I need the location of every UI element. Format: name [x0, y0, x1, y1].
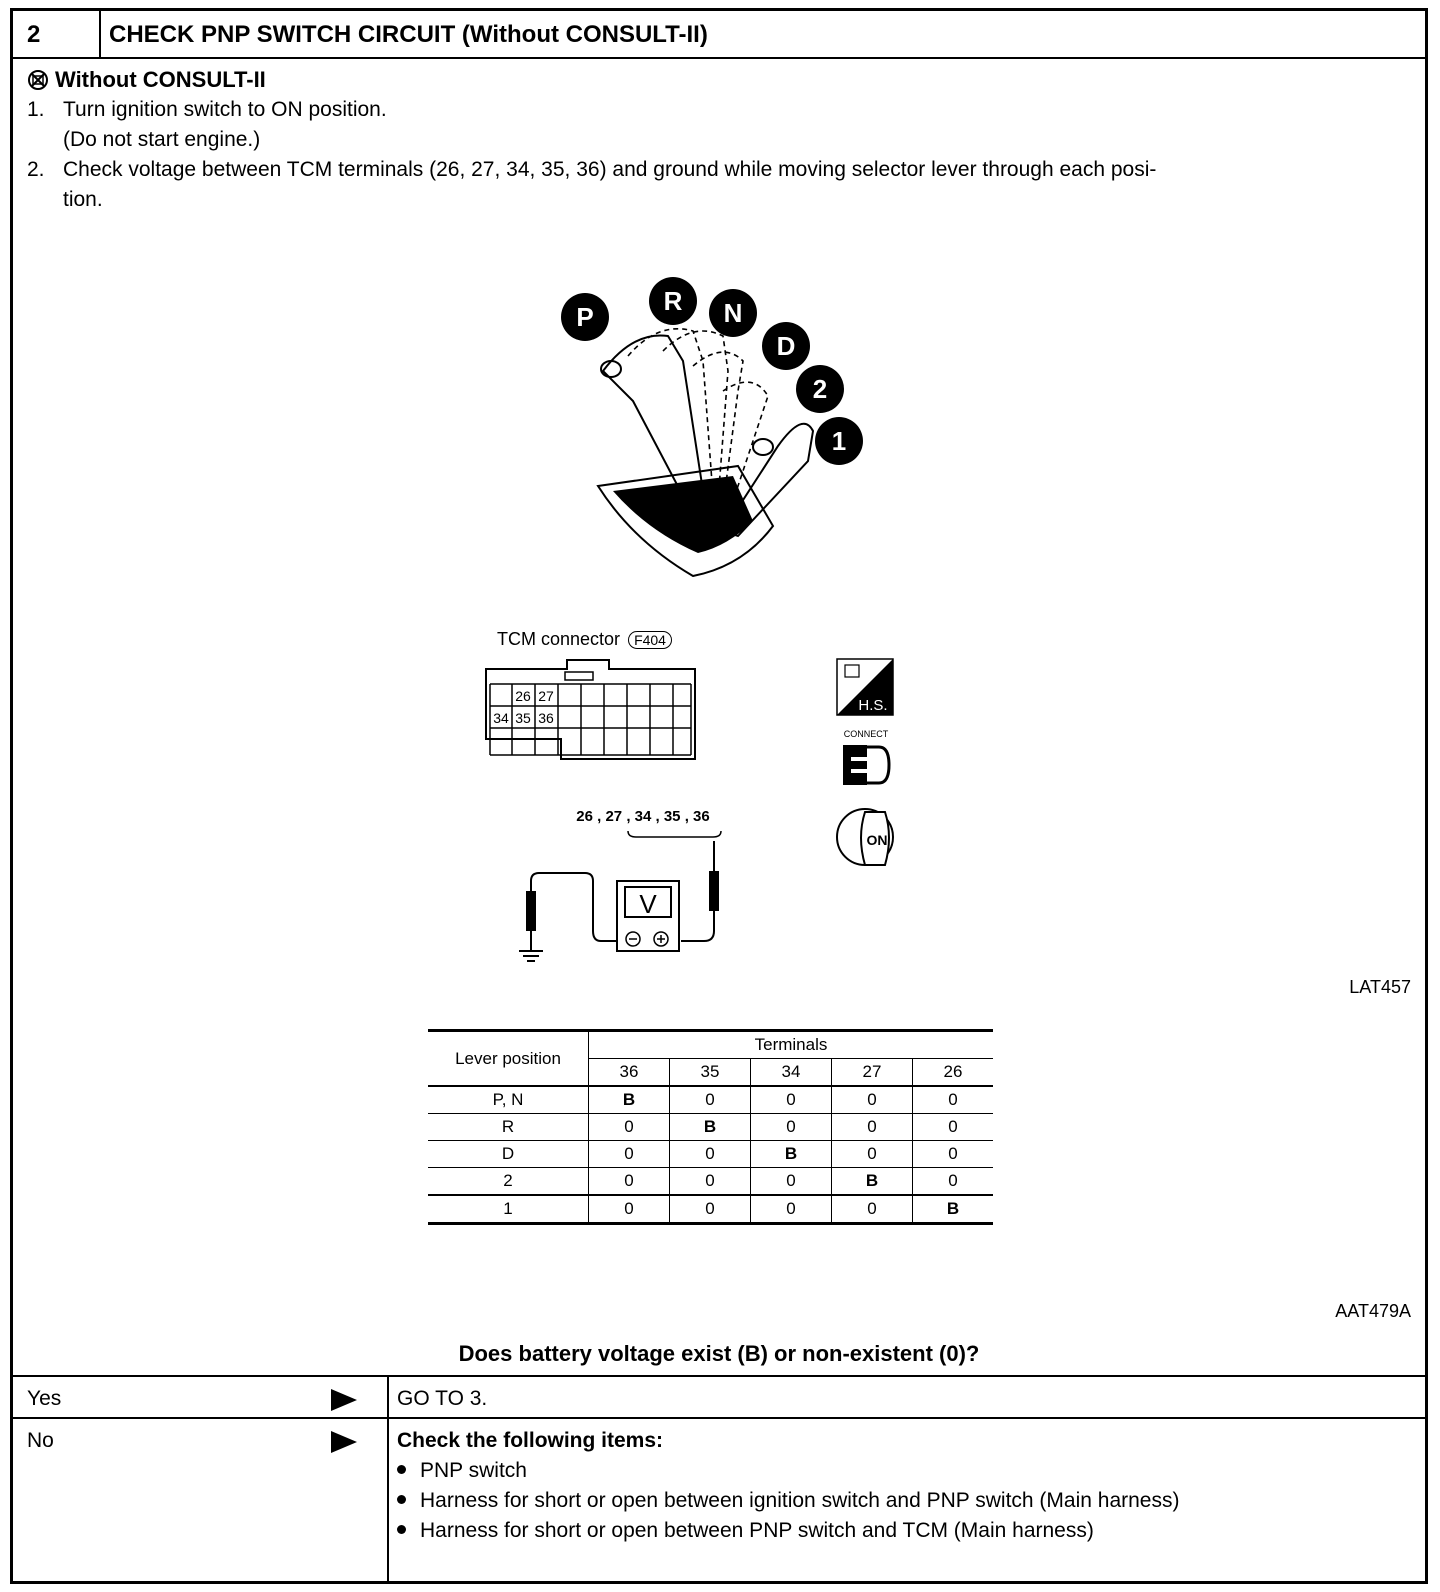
cell: B	[832, 1168, 913, 1196]
header-divider	[99, 11, 101, 57]
pin-35-label: 35	[515, 710, 531, 726]
position-marker	[649, 277, 697, 325]
answer-row-no	[13, 1417, 1425, 1583]
cell: B	[670, 1114, 751, 1141]
negative-probe	[526, 891, 536, 931]
row-position: 2	[428, 1168, 589, 1196]
step-item-text: tion.	[63, 188, 103, 211]
cell: B	[913, 1195, 994, 1224]
cell: 0	[670, 1141, 751, 1168]
table-row	[428, 1141, 993, 1168]
step-item-text: (Do not start engine.)	[63, 128, 261, 151]
ignition-key-on-icon	[837, 809, 893, 865]
cell: 0	[589, 1168, 670, 1196]
position-marker	[709, 289, 757, 337]
position-marker	[762, 322, 810, 370]
answer-divider	[387, 1419, 389, 1583]
step-item-text: Turn ignition switch to ON position.	[63, 98, 387, 121]
position-marker	[796, 365, 844, 413]
check-item-text: Harness for short or open between PNP switch and TCM (Main harness)	[420, 1519, 1094, 1542]
probe-bracket	[628, 831, 721, 837]
hs-label: H.S.	[858, 697, 888, 714]
terminal-voltage-table	[428, 1029, 993, 1225]
bullet-icon	[397, 1495, 406, 1504]
cell: B	[589, 1086, 670, 1114]
answer-label-yes: Yes	[27, 1387, 62, 1410]
connect-label: CONNECT	[843, 729, 889, 739]
position-marker	[561, 293, 609, 341]
cell: 0	[589, 1195, 670, 1224]
row-position: P, N	[428, 1086, 589, 1114]
answer-row-yes	[13, 1375, 1425, 1419]
lever-position-header: Lever position	[428, 1031, 589, 1087]
table-row	[428, 1195, 993, 1224]
answer-divider	[387, 1377, 389, 1419]
step-item-number: 2.	[27, 158, 45, 181]
terminal-header: 27	[832, 1059, 913, 1087]
terminal-header: 35	[670, 1059, 751, 1087]
check-question: Does battery voltage exist (B) or non-existent (0)?	[458, 1341, 980, 1366]
figure-code-lat457: LAT457	[1349, 977, 1411, 997]
cell: 0	[832, 1141, 913, 1168]
condition-icons	[835, 657, 897, 869]
connector-code: F404	[628, 631, 672, 649]
cell: 0	[913, 1141, 994, 1168]
position-marker-label: N	[723, 298, 743, 328]
check-item	[397, 1519, 1094, 1543]
figure-code-aat479a: AAT479A	[1335, 1301, 1411, 1321]
cell: 0	[670, 1195, 751, 1224]
terminal-header: 36	[589, 1059, 670, 1087]
no-consult-icon	[27, 69, 49, 91]
arrow-right-icon	[331, 1389, 357, 1411]
cell: 0	[913, 1086, 994, 1114]
check-item	[397, 1459, 527, 1483]
check-item-text: Harness for short or open between ignition switch and PNP switch (Main harness)	[420, 1489, 1180, 1512]
voltmeter-label: V	[639, 889, 657, 919]
cell: 0	[751, 1114, 832, 1141]
pin-27-label: 27	[538, 688, 554, 704]
position-marker-label: P	[576, 302, 594, 332]
cell: 0	[751, 1086, 832, 1114]
step-header	[13, 11, 1425, 59]
table-row	[428, 1086, 993, 1114]
bullet-icon	[397, 1525, 406, 1534]
terminal-header: 34	[751, 1059, 832, 1087]
procedure-frame	[10, 8, 1428, 1584]
bullet-icon	[397, 1465, 406, 1474]
row-position: R	[428, 1114, 589, 1141]
pin-36-label: 36	[538, 710, 554, 726]
cell: 0	[913, 1114, 994, 1141]
cell: 0	[670, 1168, 751, 1196]
step-number: 2	[27, 21, 41, 48]
cell: 0	[751, 1168, 832, 1196]
row-position: 1	[428, 1195, 589, 1224]
connect-icon	[843, 745, 889, 785]
pin-34-label: 34	[493, 710, 509, 726]
section-heading	[27, 67, 266, 93]
cell: 0	[913, 1168, 994, 1196]
cell: 0	[832, 1195, 913, 1224]
cell: 0	[751, 1195, 832, 1224]
connector-label-text: TCM connector	[497, 629, 621, 649]
cell: B	[751, 1141, 832, 1168]
step-title: CHECK PNP SWITCH CIRCUIT (Without CONSULT-II)	[109, 21, 708, 48]
row-position: D	[428, 1141, 589, 1168]
cell: 0	[832, 1114, 913, 1141]
pin-26-label: 26	[515, 688, 531, 704]
answer-result-yes: GO TO 3.	[397, 1387, 488, 1410]
probe-terminals-label: 26 , 27 , 34 , 35 , 36	[576, 808, 710, 825]
step-item-text: Check voltage between TCM terminals (26, 27, 34, 35, 36) and ground while moving selector lever through each posi-	[63, 158, 1157, 181]
position-marker-label: R	[663, 286, 683, 316]
hs-icon	[837, 659, 893, 715]
position-marker-label: D	[776, 331, 796, 361]
positive-probe	[709, 871, 719, 911]
position-marker	[815, 417, 863, 465]
terminal-header: 26	[913, 1059, 994, 1087]
tcm-connector-diagram	[485, 659, 705, 761]
connector-label	[497, 629, 672, 650]
cell: 0	[589, 1114, 670, 1141]
step-item-number: 1.	[27, 98, 45, 121]
voltmeter-circuit	[501, 801, 801, 971]
position-marker-label: 1	[831, 426, 847, 456]
section-heading-text: Without CONSULT-II	[55, 67, 266, 92]
cell: 0	[589, 1141, 670, 1168]
cell: 0	[670, 1086, 751, 1114]
answer-label-no: No	[27, 1429, 54, 1452]
lever-position-markers	[553, 269, 873, 479]
arrow-right-icon	[331, 1431, 357, 1453]
key-on-label: ON	[866, 832, 888, 848]
answer-result-no: Check the following items:	[397, 1429, 664, 1452]
position-marker-label: 2	[812, 374, 828, 404]
cell: 0	[832, 1086, 913, 1114]
check-item-text: PNP switch	[420, 1459, 527, 1482]
check-item	[397, 1489, 1179, 1513]
table-row	[428, 1168, 993, 1196]
terminals-header: Terminals	[589, 1031, 994, 1059]
table-row	[428, 1114, 993, 1141]
